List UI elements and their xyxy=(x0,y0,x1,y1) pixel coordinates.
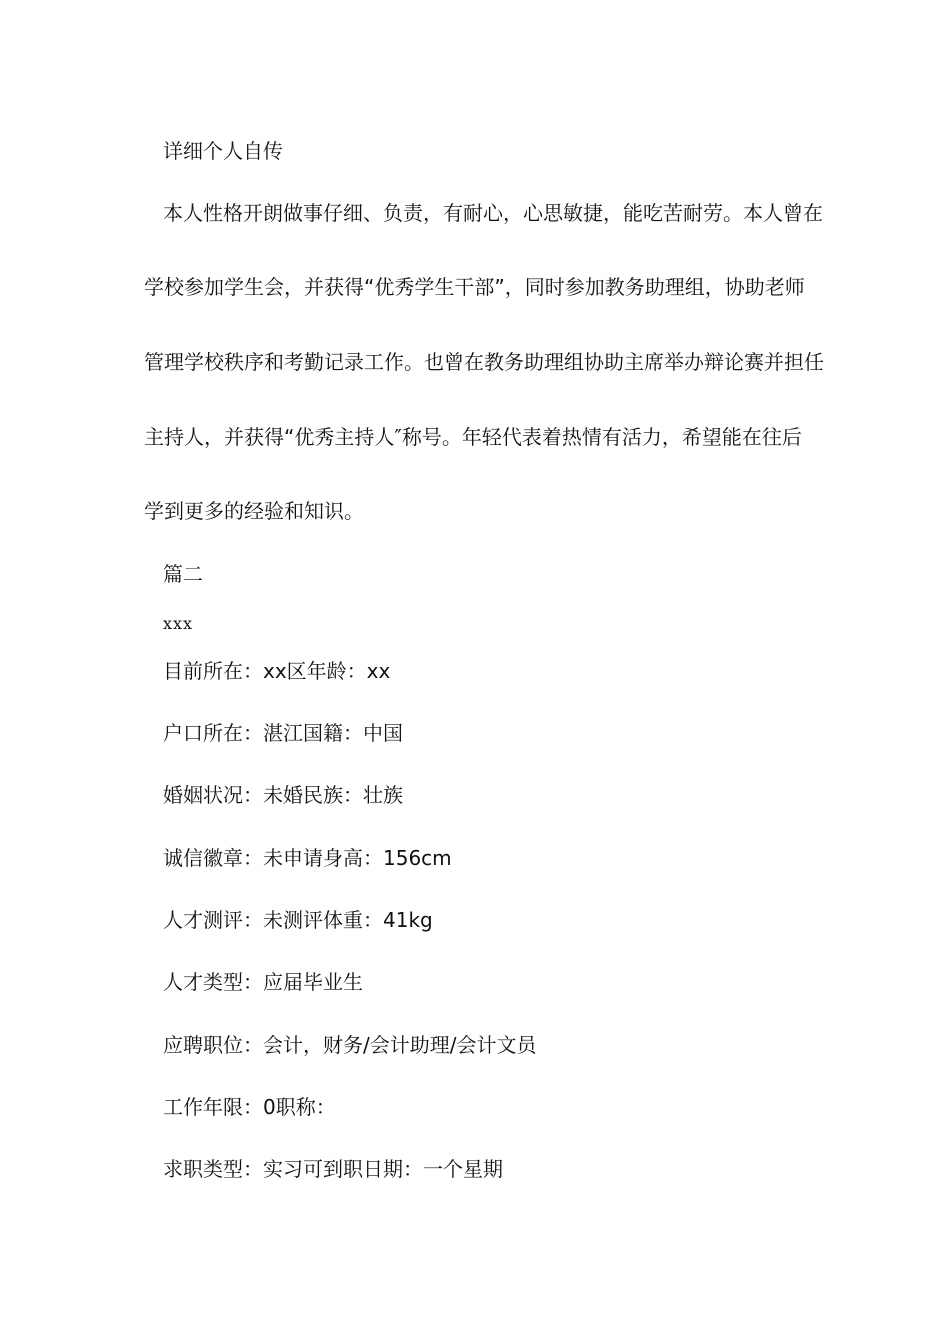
document-title: 详细个人自传 xyxy=(163,139,283,163)
field-household-registration: 户口所在：湛江国籍：中国 xyxy=(163,721,403,745)
paragraph-line-4: 主持人，并获得“优秀主持人″称号。年轻代表着热情有活力，希望能在往后 xyxy=(144,425,802,449)
field-integrity-badge: 诚信徽章：未申请身高：156cm xyxy=(163,846,452,870)
field-current-location: 目前所在：xx区年龄：xx xyxy=(163,659,391,683)
paragraph-line-1: 本人性格开朗做事仔细、负责，有耐心，心思敏捷，能吃苦耐劳。本人曾在 xyxy=(163,201,823,225)
paragraph-line-5: 学到更多的经验和知识。 xyxy=(144,499,364,523)
paragraph-line-3: 管理学校秩序和考勤记录工作。也曾在教务助理组协助主席举办辩论赛并担任 xyxy=(144,350,824,374)
resume-name: xxx xyxy=(163,614,194,633)
field-work-years: 工作年限：0职称： xyxy=(163,1095,336,1119)
paragraph-line-2: 学校参加学生会，并获得“优秀学生干部”，同时参加教务助理组，协助老师 xyxy=(144,275,805,299)
field-applied-position: 应聘职位：会计，财务/会计助理/会计文员 xyxy=(163,1033,537,1057)
field-job-type: 求职类型：实习可到职日期：一个星期 xyxy=(163,1157,503,1181)
section-title: 篇二 xyxy=(163,562,203,586)
field-talent-assessment: 人才测评：未测评体重：41kg xyxy=(163,908,433,932)
field-marital-status: 婚姻状况：未婚民族：壮族 xyxy=(163,783,403,807)
field-talent-type: 人才类型：应届毕业生 xyxy=(163,970,363,994)
